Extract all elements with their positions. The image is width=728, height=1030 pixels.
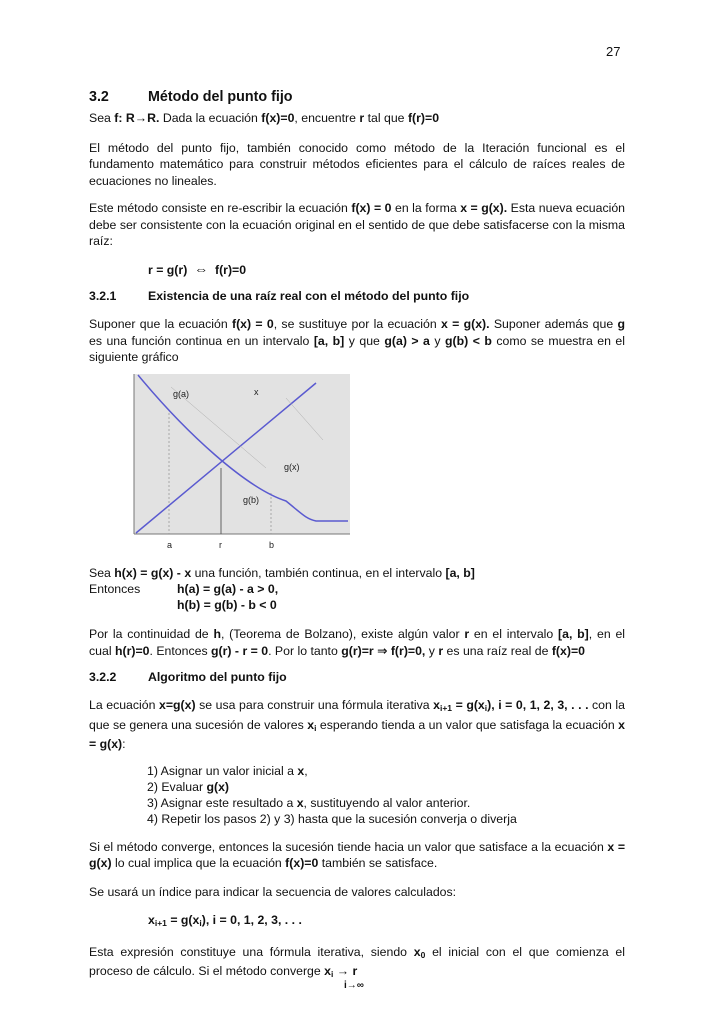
paragraph-metodo: El método del punto fijo, también conocido como método de la Iteración funcional es el fundamento matemático para construir métodos eficientes para el cálculo de raíces reales de ecuaciones no lineales. (89, 140, 625, 188)
paragraph-bolzano: Por la continuidad de h, (Teorema de Bolzano), existe algún valor r en el intervalo [a, b], en el cual h(r)=0. Entonces g(r) - r = 0. Por lo tanto g(r)=r ⇒ f(r)=0, y r es una raíz real de f(x)=0 (89, 627, 626, 658)
subsection-title: Algoritmo del punto fijo (148, 670, 287, 684)
page-content (89, 86, 625, 991)
entonces-row-2 (89, 597, 625, 613)
step-item: 2) Evaluar g(x) (147, 779, 230, 794)
paragraph-indice: Se usará un índice para indicar la secuencia de valores calculados: (89, 884, 457, 899)
limit-subscript: i→∞ (344, 979, 364, 991)
fixed-point-graph (116, 373, 451, 555)
equivalence-formula: r = g(r) ⇔ f(r)=0 (148, 260, 247, 277)
entonces-line-2: h(b) = g(b) - b < 0 (177, 598, 277, 612)
step-item: 3) Asignar este resultado a x, sustituyendo al valor anterior. (147, 795, 471, 810)
section-heading (89, 86, 625, 108)
tick-b: b (269, 539, 275, 550)
iteration-formula: $x_{i+1} = g(x_i)$, i = 0, 1, 2, 3, . . . (148, 913, 302, 928)
subsection-heading-2 (89, 670, 625, 684)
paragraph-sea: Sea f: R→R. Dada la ecuación f(x)=0, encuentre r tal que f(r)=0 (89, 111, 440, 125)
paragraph-ecuacion: La ecuación x=g(x) se usa para construir una fórmula iterativa $x_{i+1} = g(x_i)$, i = 0, 1, 2, 3, . . . con la que se genera una sucesión de valores $x_i$ esperando tienda a un valor que satisfaga la ecuación x = g(x): (89, 698, 626, 751)
label-ga: g(a) (173, 388, 190, 399)
label-x: x (254, 386, 259, 397)
step-item: 4) Repetir los pasos 2) y 3) hasta que la sucesión converja o diverja (147, 811, 517, 826)
graph-plot-area (134, 374, 350, 534)
subsection-number: 3.2.2 (89, 670, 117, 684)
paragraph-este: Este método consiste en re-escribir la ecuación f(x) = 0 en la forma x = g(x). Esta nueva ecuación debe ser consistente con la ecuación original en el sentido de que debe satisfacerse con la misma raíz: (89, 201, 625, 248)
subsection-title: Existencia de una raíz real con el método del punto fijo (148, 289, 470, 303)
entonces-label: Entonces (89, 582, 141, 596)
tick-r: r (219, 539, 222, 550)
equivalence-icon: ⇔ (194, 260, 209, 277)
arrow-icon: → (134, 111, 148, 125)
paragraph-sea-h: Sea h(x) = g(x) - x una función, también continua, en el intervalo [a, b] (89, 565, 475, 580)
page-number: 27 (606, 44, 621, 59)
step-item: 1) Asignar un valor inicial a x, (147, 763, 308, 778)
subsection-number: 3.2.1 (89, 289, 117, 303)
paragraph-suponer: Suponer que la ecuación f(x) = 0, se sustituye por la ecuación x = g(x). Suponer además que g es una función continua en un intervalo [a, b] y que g(a) > a y g(b) < b como se muestra en el siguiente gráfico (89, 317, 625, 364)
tick-a: a (167, 539, 173, 550)
paragraph-expresion: Esta expresión constituye una fórmula iterativa, siendo $x_0$ el inicial con el que comienza el proceso de cálculo. Si el método converge $x_i \to r$ (89, 944, 625, 979)
label-gb: g(b) (243, 494, 260, 505)
paragraph-converge: Si el método converge, entonces la sucesión tiende hacia un valor que satisface a la ecuación x = g(x) lo cual implica que la ecuación f(x)=0 también se satisface. (89, 839, 626, 870)
entonces-row-1 (89, 581, 625, 597)
graph-svg (116, 373, 451, 555)
algorithm-steps (89, 763, 625, 827)
entonces-line-1: h(a) = g(a) - a > 0, (177, 582, 279, 596)
section-title: Método del punto fijo (148, 89, 293, 105)
subsection-heading-1 (89, 289, 625, 303)
section-number: 3.2 (89, 89, 109, 105)
label-gx: g(x) (284, 461, 300, 472)
